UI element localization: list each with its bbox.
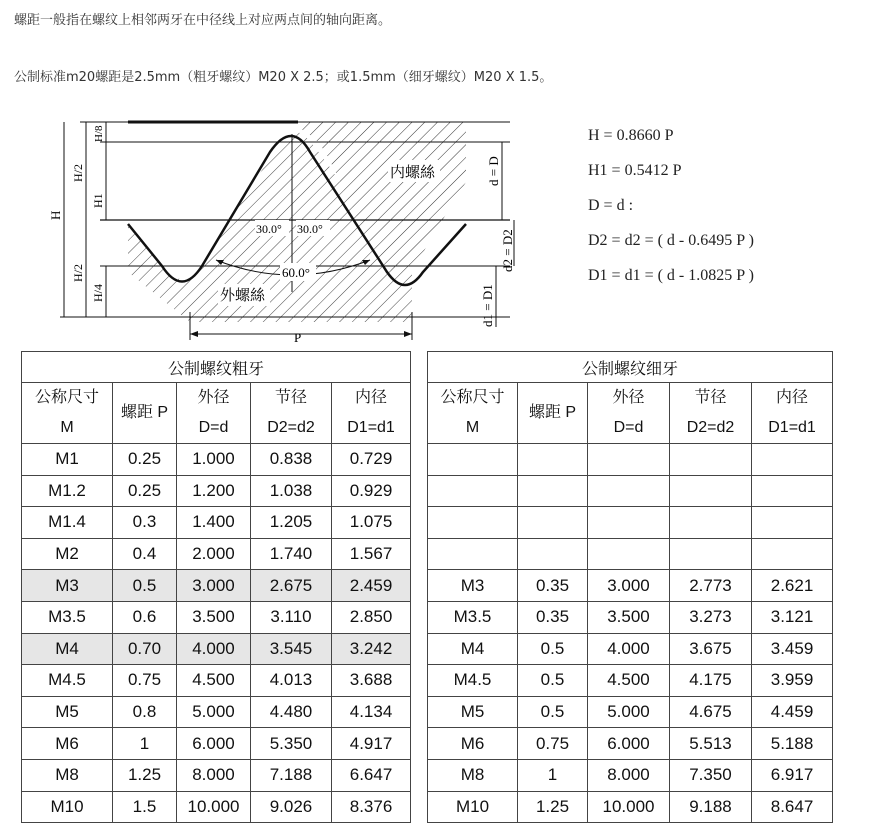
formula-d2: D2 = d2 = ( d - 0.6495 P ) <box>588 232 754 249</box>
cell-major-diameter: 8.000 <box>177 759 251 791</box>
cell-nominal-size <box>428 538 518 570</box>
table-row <box>428 538 833 570</box>
table-row <box>22 728 411 760</box>
cell-major-diameter: 6.000 <box>588 728 670 760</box>
label-angle-left: 30.0° <box>256 222 282 236</box>
cell-minor-diameter <box>752 538 833 570</box>
table-row <box>22 601 411 633</box>
cell-minor-diameter: 2.621 <box>752 570 833 602</box>
cell-pitch-diameter: 4.480 <box>251 696 332 728</box>
cell-pitch-diameter <box>670 538 752 570</box>
cell-minor-diameter: 3.459 <box>752 633 833 665</box>
table-title: 公制螺纹粗牙 <box>22 352 411 383</box>
formula-h: H = 0.8660 P <box>588 127 674 144</box>
cell-minor-diameter: 4.459 <box>752 696 833 728</box>
cell-pitch: 0.75 <box>113 665 177 697</box>
header-major-diameter: 外径 D=d <box>177 383 251 444</box>
cell-pitch-diameter: 1.740 <box>251 538 332 570</box>
cell-minor-diameter: 2.850 <box>332 601 411 633</box>
cell-minor-diameter: 3.688 <box>332 665 411 697</box>
header-pitch-diameter: 节径 D2=d2 <box>251 383 332 444</box>
cell-pitch: 0.25 <box>113 444 177 476</box>
cell-major-diameter: 3.000 <box>588 570 670 602</box>
cell-major-diameter: 4.500 <box>588 665 670 697</box>
intro-paragraph-m20: 公制标准m20螺距是2.5mm（粗牙螺纹）M20 X 2.5；或1.5mm（细牙螺纹）M20 X 1.5。 <box>14 70 553 85</box>
table-row <box>428 759 833 791</box>
cell-nominal-size: M8 <box>428 759 518 791</box>
cell-minor-diameter: 4.917 <box>332 728 411 760</box>
cell-pitch: 0.75 <box>518 728 588 760</box>
table-row <box>428 601 833 633</box>
header-minor-diameter: 内径 D1=d1 <box>332 383 411 444</box>
cell-pitch-diameter: 2.675 <box>251 570 332 602</box>
cell-minor-diameter <box>752 507 833 539</box>
fine-thread-table <box>427 351 833 823</box>
cell-nominal-size: M8 <box>22 759 113 791</box>
cell-pitch-diameter: 4.675 <box>670 696 752 728</box>
cell-pitch-diameter <box>670 507 752 539</box>
cell-nominal-size: M4.5 <box>428 665 518 697</box>
thread-formulas <box>588 126 754 301</box>
cell-pitch: 0.35 <box>518 601 588 633</box>
cell-pitch: 0.3 <box>113 507 177 539</box>
cell-minor-diameter: 4.134 <box>332 696 411 728</box>
table-row <box>428 444 833 476</box>
cell-nominal-size: M6 <box>428 728 518 760</box>
table-row <box>22 759 411 791</box>
cell-major-diameter: 8.000 <box>588 759 670 791</box>
cell-pitch-diameter: 1.038 <box>251 475 332 507</box>
cell-pitch: 0.6 <box>113 601 177 633</box>
table-title: 公制螺纹细牙 <box>428 352 833 383</box>
cell-major-diameter: 4.000 <box>588 633 670 665</box>
cell-nominal-size: M3.5 <box>428 601 518 633</box>
cell-pitch-diameter: 7.188 <box>251 759 332 791</box>
cell-nominal-size: M1.2 <box>22 475 113 507</box>
cell-pitch <box>518 538 588 570</box>
table-row <box>22 696 411 728</box>
cell-minor-diameter: 8.647 <box>752 791 833 823</box>
cell-major-diameter: 4.500 <box>177 665 251 697</box>
cell-major-diameter: 6.000 <box>177 728 251 760</box>
cell-nominal-size: M3 <box>428 570 518 602</box>
table-row <box>22 507 411 539</box>
cell-minor-diameter: 2.459 <box>332 570 411 602</box>
table-row <box>428 696 833 728</box>
cell-minor-diameter <box>752 444 833 476</box>
formula-h1: H1 = 0.5412 P <box>588 162 682 179</box>
label-d-eq-D: d = D <box>486 156 501 186</box>
table-body <box>22 444 411 823</box>
cell-major-diameter: 1.400 <box>177 507 251 539</box>
cell-minor-diameter: 0.729 <box>332 444 411 476</box>
cell-pitch: 1 <box>113 728 177 760</box>
cell-major-diameter: 2.000 <box>177 538 251 570</box>
coarse-thread-table <box>21 351 411 823</box>
table-row <box>428 791 833 823</box>
cell-nominal-size: M4.5 <box>22 665 113 697</box>
cell-minor-diameter <box>752 475 833 507</box>
cell-pitch: 1.5 <box>113 791 177 823</box>
table-row <box>428 728 833 760</box>
cell-nominal-size: M5 <box>428 696 518 728</box>
table-row <box>428 475 833 507</box>
cell-minor-diameter: 5.188 <box>752 728 833 760</box>
table-row <box>428 665 833 697</box>
cell-pitch-diameter: 4.013 <box>251 665 332 697</box>
cell-pitch-diameter: 9.026 <box>251 791 332 823</box>
cell-pitch-diameter: 3.273 <box>670 601 752 633</box>
cell-pitch <box>518 444 588 476</box>
cell-major-diameter: 3.500 <box>588 601 670 633</box>
cell-pitch-diameter: 9.188 <box>670 791 752 823</box>
cell-nominal-size: M6 <box>22 728 113 760</box>
cell-pitch: 0.5 <box>518 665 588 697</box>
cell-major-diameter: 10.000 <box>177 791 251 823</box>
header-minor-diameter: 内径 D1=d1 <box>752 383 833 444</box>
cell-pitch-diameter <box>670 444 752 476</box>
table-row <box>428 507 833 539</box>
table-row <box>22 665 411 697</box>
cell-pitch-diameter: 3.675 <box>670 633 752 665</box>
cell-nominal-size: M3 <box>22 570 113 602</box>
cell-major-diameter: 4.000 <box>177 633 251 665</box>
cell-minor-diameter: 1.075 <box>332 507 411 539</box>
header-pitch: 螺距 P <box>113 383 177 444</box>
cell-major-diameter <box>588 538 670 570</box>
label-angle-total: 60.0° <box>282 265 310 280</box>
cell-minor-diameter: 3.242 <box>332 633 411 665</box>
header-pitch: 螺距 P <box>518 383 588 444</box>
cell-minor-diameter: 1.567 <box>332 538 411 570</box>
cell-pitch-diameter: 5.350 <box>251 728 332 760</box>
cell-nominal-size: M1 <box>22 444 113 476</box>
cell-pitch: 1.25 <box>518 791 588 823</box>
cell-nominal-size: M10 <box>22 791 113 823</box>
label-d2-eq-D2: d2 = D2 <box>500 229 515 272</box>
table-row <box>22 633 411 665</box>
cell-pitch: 0.35 <box>518 570 588 602</box>
table-row <box>428 633 833 665</box>
cell-nominal-size: M2 <box>22 538 113 570</box>
cell-pitch: 0.5 <box>113 570 177 602</box>
label-d1-eq-D1: d1 = D1 <box>480 284 495 327</box>
cell-nominal-size <box>428 444 518 476</box>
cell-major-diameter: 3.000 <box>177 570 251 602</box>
cell-minor-diameter: 8.376 <box>332 791 411 823</box>
label-h8: H/8 <box>93 125 105 142</box>
cell-pitch-diameter: 5.513 <box>670 728 752 760</box>
thread-profile-diagram <box>40 112 530 344</box>
cell-pitch-diameter <box>670 475 752 507</box>
cell-pitch: 0.25 <box>113 475 177 507</box>
cell-minor-diameter: 3.959 <box>752 665 833 697</box>
table-row <box>22 444 411 476</box>
header-pitch-diameter: 节径 D2=d2 <box>670 383 752 444</box>
cell-pitch: 1.25 <box>113 759 177 791</box>
header-nominal-size: 公称尺寸 M <box>22 383 113 444</box>
cell-major-diameter <box>588 475 670 507</box>
cell-pitch: 0.70 <box>113 633 177 665</box>
cell-pitch-diameter: 3.110 <box>251 601 332 633</box>
cell-pitch: 1 <box>518 759 588 791</box>
cell-nominal-size: M4 <box>428 633 518 665</box>
cell-major-diameter: 3.500 <box>177 601 251 633</box>
cell-major-diameter: 5.000 <box>177 696 251 728</box>
cell-major-diameter: 5.000 <box>588 696 670 728</box>
label-pitch: P <box>294 330 302 344</box>
label-h2-top: H/2 <box>71 164 85 182</box>
table-row <box>22 475 411 507</box>
formula-d: D = d : <box>588 197 634 214</box>
cell-nominal-size: M1.4 <box>22 507 113 539</box>
cell-pitch: 0.8 <box>113 696 177 728</box>
cell-pitch-diameter: 7.350 <box>670 759 752 791</box>
cell-pitch-diameter: 1.205 <box>251 507 332 539</box>
table-row <box>22 791 411 823</box>
cell-nominal-size <box>428 507 518 539</box>
cell-minor-diameter: 6.647 <box>332 759 411 791</box>
cell-nominal-size: M5 <box>22 696 113 728</box>
cell-major-diameter: 10.000 <box>588 791 670 823</box>
cell-pitch <box>518 507 588 539</box>
cell-minor-diameter: 3.121 <box>752 601 833 633</box>
intro-paragraph-definition: 螺距一般指在螺纹上相邻两牙在中径线上对应两点间的轴向距离。 <box>14 13 392 28</box>
cell-minor-diameter: 6.917 <box>752 759 833 791</box>
header-major-diameter: 外径 D=d <box>588 383 670 444</box>
label-h4: H/4 <box>91 284 105 302</box>
cell-pitch: 0.5 <box>518 696 588 728</box>
table-row <box>22 538 411 570</box>
table-row <box>22 570 411 602</box>
formula-d1: D1 = d1 = ( d - 1.0825 P ) <box>588 267 754 284</box>
cell-pitch-diameter: 0.838 <box>251 444 332 476</box>
cell-pitch-diameter: 2.773 <box>670 570 752 602</box>
label-h1: H1 <box>91 193 105 208</box>
cell-minor-diameter: 0.929 <box>332 475 411 507</box>
header-nominal-size: 公称尺寸 M <box>428 383 518 444</box>
cell-major-diameter <box>588 444 670 476</box>
cell-nominal-size: M10 <box>428 791 518 823</box>
label-external-thread: 外螺絲 <box>220 286 266 304</box>
cell-pitch: 0.5 <box>518 633 588 665</box>
label-internal-thread: 内螺絲 <box>390 163 436 181</box>
table-body <box>428 444 833 823</box>
cell-nominal-size <box>428 475 518 507</box>
cell-nominal-size: M3.5 <box>22 601 113 633</box>
label-angle-right: 30.0° <box>297 222 323 236</box>
cell-pitch-diameter: 3.545 <box>251 633 332 665</box>
table-row <box>428 570 833 602</box>
label-h: H <box>48 210 63 220</box>
cell-major-diameter: 1.000 <box>177 444 251 476</box>
cell-pitch-diameter: 4.175 <box>670 665 752 697</box>
cell-pitch: 0.4 <box>113 538 177 570</box>
label-h2-bottom: H/2 <box>71 264 85 282</box>
cell-major-diameter <box>588 507 670 539</box>
cell-major-diameter: 1.200 <box>177 475 251 507</box>
cell-pitch <box>518 475 588 507</box>
cell-nominal-size: M4 <box>22 633 113 665</box>
